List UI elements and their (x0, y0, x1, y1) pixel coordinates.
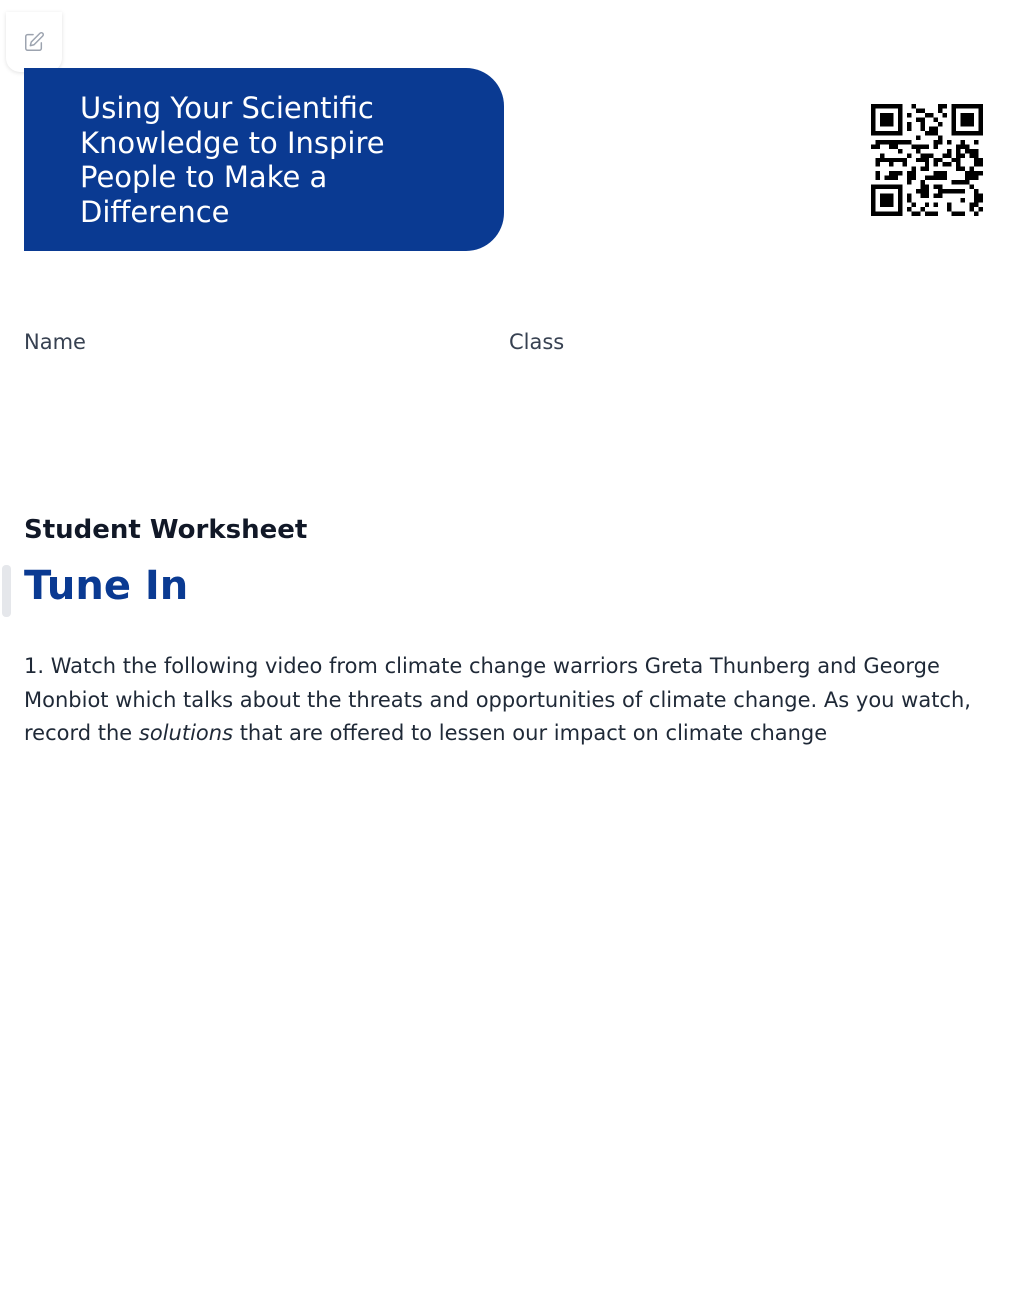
tune-in-heading: Tune In (24, 563, 189, 609)
question-1-emphasis: solutions (138, 721, 234, 745)
worksheet-title: Using Your Scientific Knowledge to Inspire People to Make a Difference (80, 91, 385, 229)
student-worksheet-heading: Student Worksheet (24, 515, 308, 545)
title-banner (24, 68, 504, 251)
question-1-text: 1. Watch the following video from climate change warriors Greta Thunberg and George Monbiot which talks about the threats and opportunities of climate change. As you watch, record the (24, 654, 971, 745)
section-indicator (2, 565, 11, 617)
question-1 (24, 650, 984, 751)
edit-button[interactable] (6, 12, 62, 72)
class-field-label: Class (509, 330, 565, 354)
edit-icon (23, 31, 45, 53)
name-field-label: Name (24, 330, 86, 354)
question-1-text-end: that are offered to lessen our impact on climate change (233, 721, 828, 745)
qr-code-icon (871, 104, 983, 216)
